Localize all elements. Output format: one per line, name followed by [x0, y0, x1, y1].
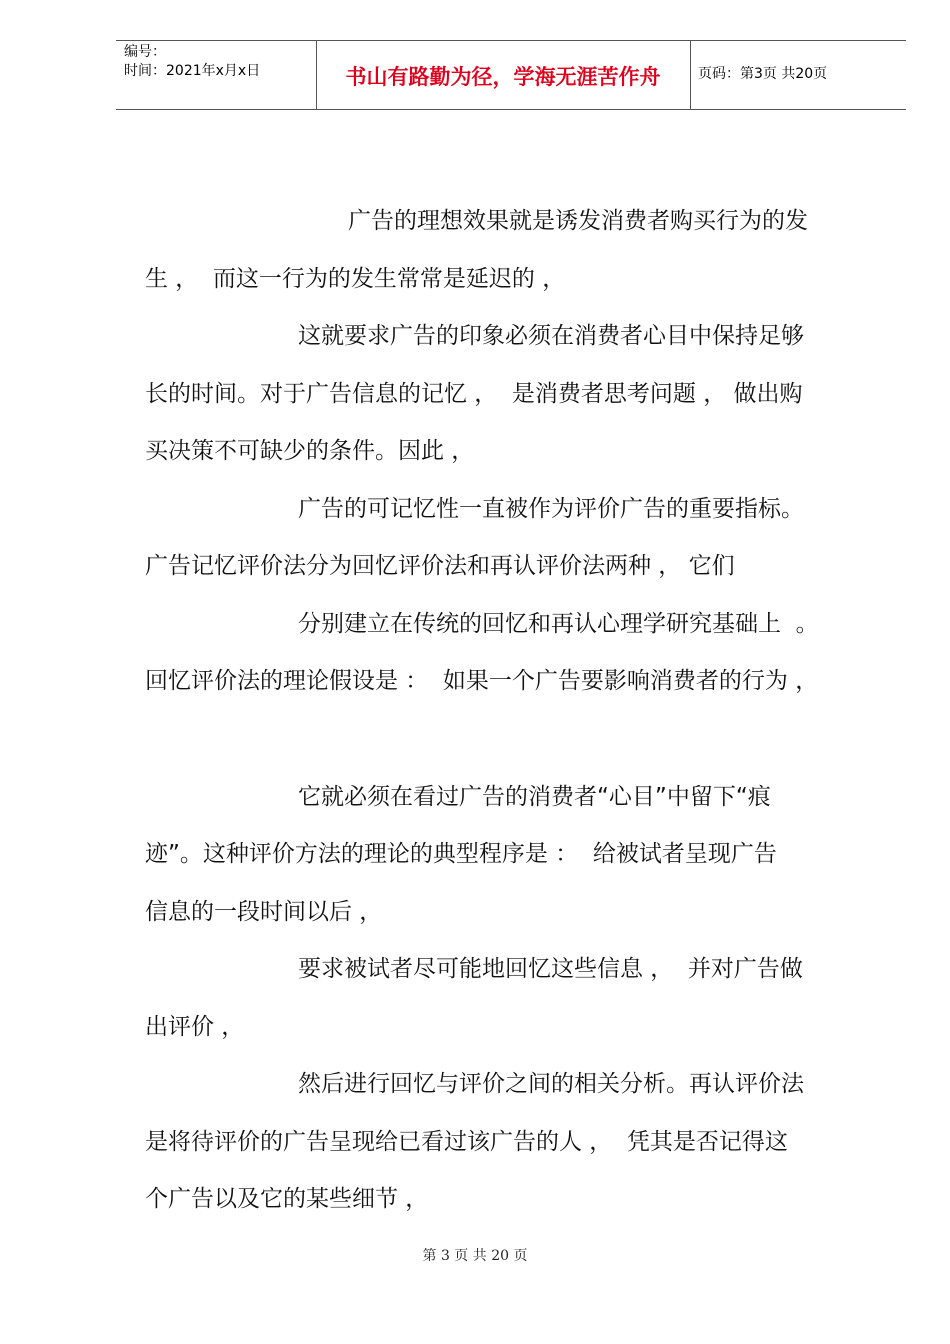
document-number-label: 编号： — [124, 44, 166, 60]
body-line: 这就要求广告的印象必须在消费者心目中保持足够 — [298, 323, 804, 349]
body-line: 买决策不可缺少的条件。因此 ， — [145, 438, 475, 464]
body-line: 是将待评价的广告呈现给已看过该广告的人 ， 凭其是否记得这 — [145, 1129, 788, 1155]
body-line: 广告记忆评价法分为回忆评价法和再认评价法两种 ， 它们 — [145, 553, 735, 579]
header-meta-cell — [116, 41, 317, 109]
body-line: 长的时间。对于广告信息的记忆 ， 是消费者思考问题 ， 做出购 — [145, 381, 803, 407]
body-line: 个广告以及它的某些细节 ， — [145, 1186, 429, 1212]
body-line: 然后进行回忆与评价之间的相关分析。再认评价法 — [298, 1071, 804, 1097]
body-line: 分别建立在传统的回忆和再认心理学研究基础上 。 — [298, 611, 819, 637]
body-line: 生 ， 而这一行为的发生常常是延迟的 ， — [145, 266, 566, 292]
header-motto-cell — [316, 41, 691, 109]
body-line: 迹”。这种评价方法的理论的典型程序是 ： 给被试者呈现广告 — [145, 841, 777, 867]
header-motto: 书山有路勤为径，学海无涯苦作舟 — [345, 65, 661, 89]
body-line: 它就必须在看过广告的消费者“心目”中留下“痕 — [298, 784, 771, 810]
page-header — [116, 40, 906, 110]
header-page-number: 页码：第3页 共20页 — [698, 66, 828, 82]
body-line: 广告的理想效果就是诱发消费者购买行为的发 — [348, 208, 808, 234]
body-line: 出评价 ， — [145, 1014, 245, 1040]
document-time-label: 时间：2021年x月x日 — [124, 63, 261, 79]
body-line: 要求被试者尽可能地回忆这些信息 ， 并对广告做 — [298, 956, 803, 982]
page-footer: 第 3 页 共 20 页 — [422, 1248, 528, 1264]
body-line: 广告的可记忆性一直被作为评价广告的重要指标。 — [298, 496, 804, 522]
body-line: 回忆评价法的理论假设是 ： 如果一个广告要影响消费者的行为 ， — [145, 668, 819, 694]
body-line: 信息的一段时间以后 ， — [145, 899, 383, 925]
header-page-cell — [690, 41, 906, 109]
